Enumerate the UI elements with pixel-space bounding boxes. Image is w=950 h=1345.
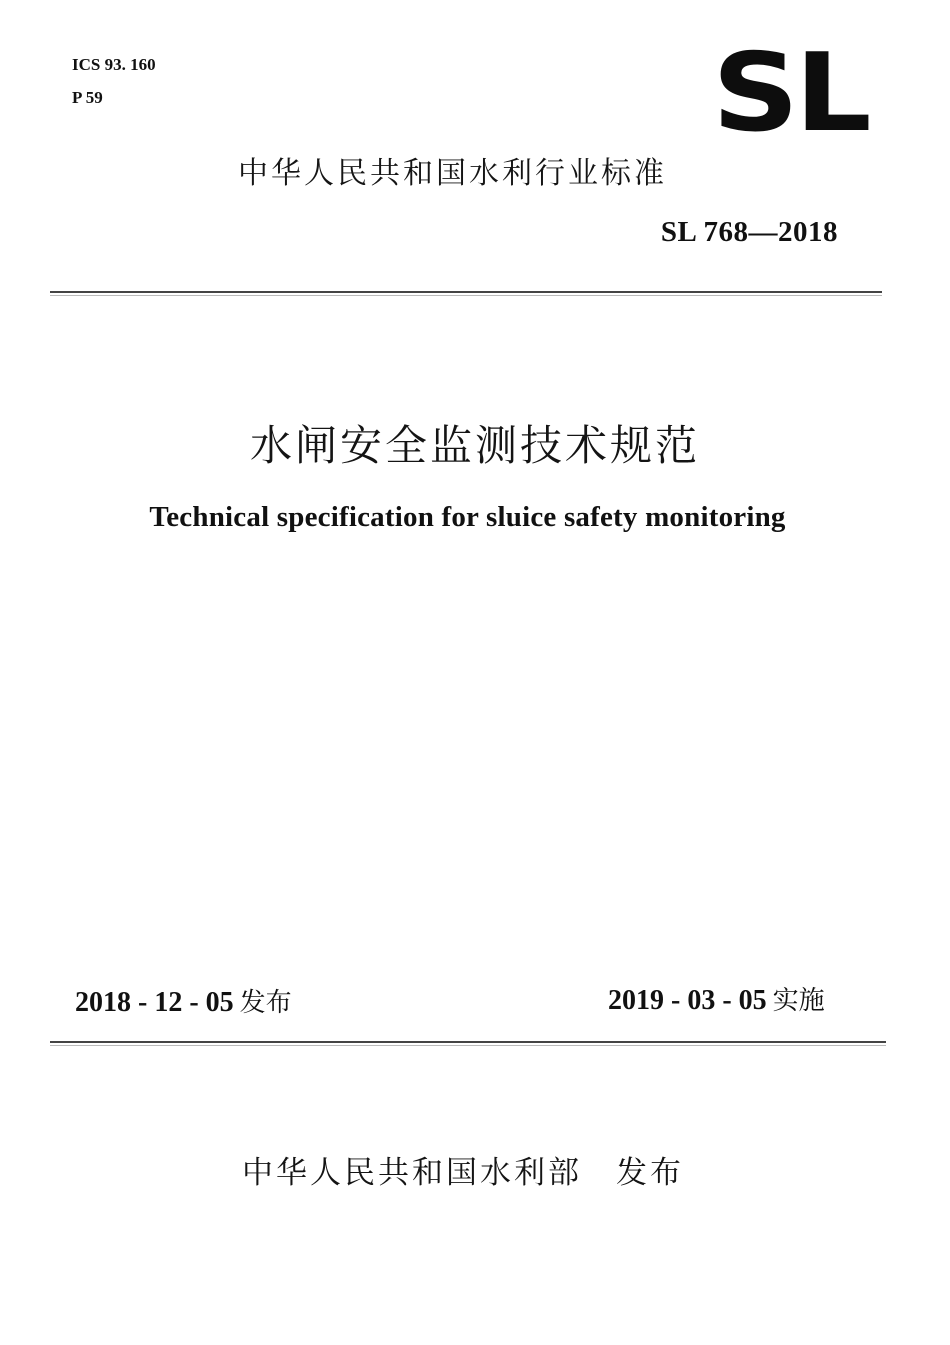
- issue-label: 发布: [239, 988, 292, 1018]
- issue-date: 2018 - 12 - 05: [75, 987, 234, 1018]
- title-chinese: 水闸安全监测技术规范: [249, 421, 700, 470]
- publisher-line: [242, 1152, 684, 1194]
- standard-number: SL 768—2018: [660, 216, 838, 248]
- ics-code: ICS 93. 160: [72, 55, 156, 74]
- implementation-date: 2019 - 03 - 05: [608, 985, 767, 1016]
- sl-logo: SL: [712, 31, 868, 156]
- ccs-code: P 59: [72, 88, 103, 107]
- bottom-divider: [50, 1041, 886, 1043]
- issue-date-block: [75, 985, 292, 1021]
- industry-standard-heading: 中华人民共和国水利行业标准: [238, 156, 667, 191]
- publisher-action: 发布: [616, 1155, 684, 1191]
- title-english: Technical specification for sluice safety monitoring: [149, 501, 786, 533]
- implementation-label: 实施: [772, 986, 825, 1016]
- top-divider: [50, 291, 882, 293]
- publisher-organization: 中华人民共和国水利部: [242, 1155, 582, 1191]
- implementation-date-block: [608, 983, 825, 1019]
